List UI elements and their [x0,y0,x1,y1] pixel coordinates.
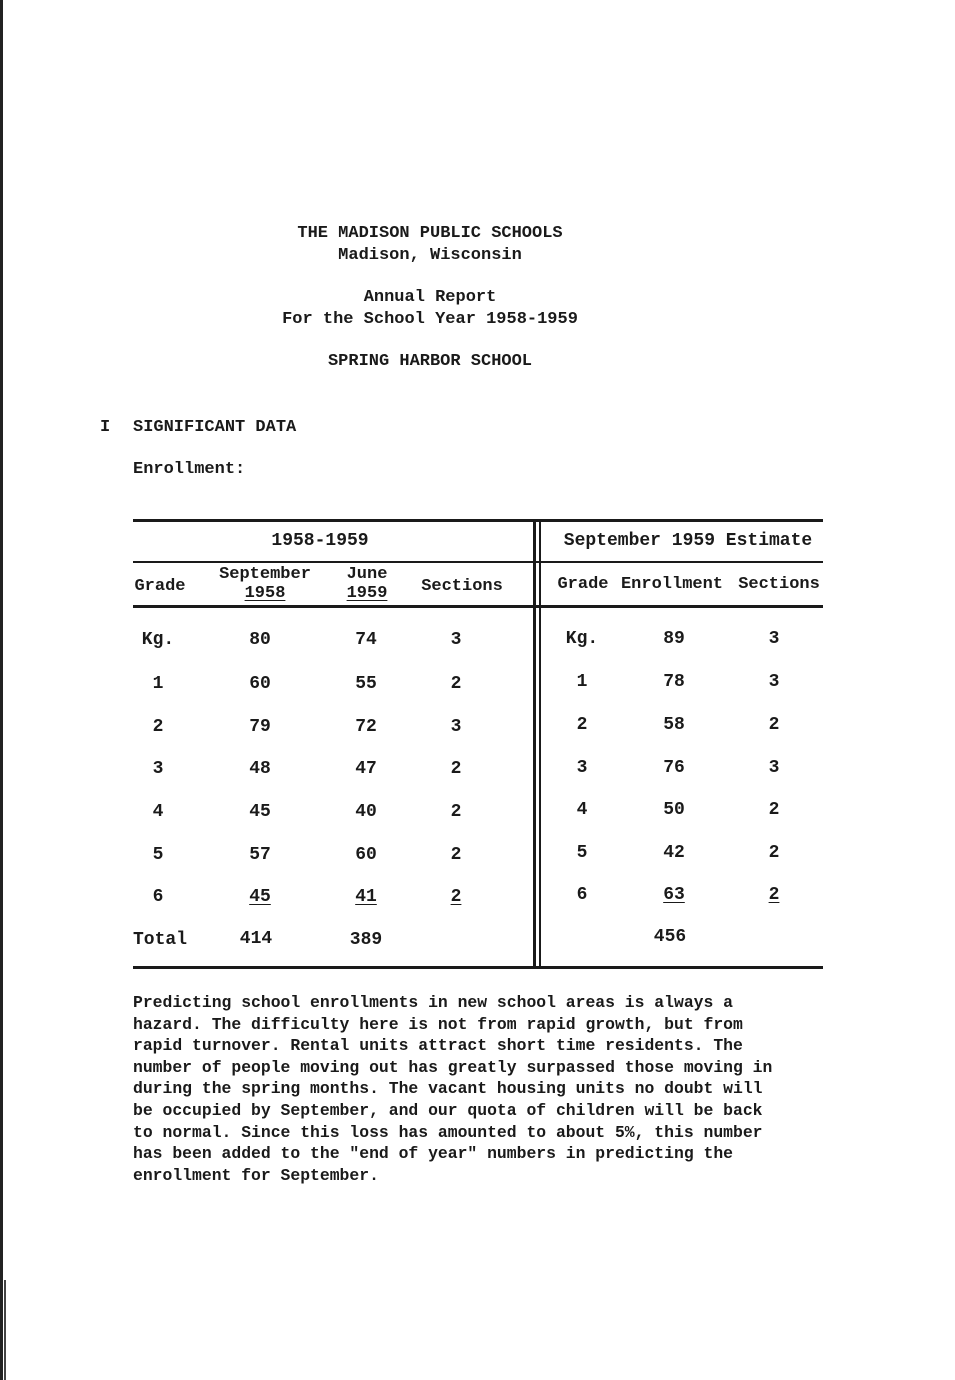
table-title-rule [133,561,823,563]
col-header-september: September [219,565,311,584]
paragraph-line: Predicting school enrollments in new school areas is always a [133,993,733,1012]
city-name: Madison, Wisconsin [338,246,522,265]
left-sections-cell: 2 [450,845,462,865]
left-grade-cell: 5 [152,845,164,865]
left-sept-cell: 45 [249,802,271,822]
left-sept-cell: 60 [249,674,271,694]
right-grade-cell: 4 [576,800,588,820]
col-header-est-sections: Sections [738,575,820,594]
left-sept-cell: 57 [249,845,271,865]
right-sections-cell: 2 [768,885,780,905]
col-header-june-year: 1959 [346,584,388,603]
right-grade-cell: 1 [576,672,588,692]
right-enrollment-cell: 76 [663,758,685,778]
paragraph-line: hazard. The difficulty here is not from rapid growth, but from [133,1014,743,1034]
table-divider-left [533,519,536,969]
left-grade-cell: 4 [152,802,164,822]
left-sept-cell: 79 [249,717,271,737]
left-june-cell: 60 [355,845,377,865]
col-header-est-grade: Grade [557,575,609,594]
left-june-cell: 41 [355,887,377,907]
left-sept-cell: 45 [249,887,271,907]
right-enrollment-cell: 50 [663,800,685,820]
paragraph-line: enrollment for September. [133,1165,379,1185]
scan-edge-lower [4,1280,6,1380]
paragraph-line: number of people moving out has greatly surpassed those moving in [133,1057,773,1077]
left-june-cell: 74 [355,630,377,650]
left-grade-cell: 6 [152,887,164,907]
left-sections-cell: 2 [450,674,462,694]
left-grade-cell: 2 [152,717,164,737]
right-enrollment-cell: 42 [663,843,685,863]
left-sections-cell: 2 [450,759,462,779]
left-june-cell: 47 [355,759,377,779]
right-grade-cell: 3 [576,758,588,778]
right-sections-cell: 2 [768,800,780,820]
right-sections-cell: 2 [768,715,780,735]
right-grade-cell: 5 [576,843,588,863]
table-top-rule [133,519,823,522]
school-year: For the School Year 1958-1959 [282,310,578,329]
left-grade-cell: Kg. [141,630,175,650]
table-header-rule [133,605,823,608]
left-june-cell: 72 [355,717,377,737]
col-header-june: June [346,565,388,584]
right-enrollment-cell: 63 [663,885,685,905]
left-sept-cell: 48 [249,759,271,779]
left-sections-cell: 3 [450,630,462,650]
right-grade-cell: 2 [576,715,588,735]
right-table-title: September 1959 Estimate [563,531,813,551]
total-sept: 414 [239,929,273,949]
right-enrollment-cell: 58 [663,715,685,735]
scan-edge [0,0,3,1380]
paragraph-line: to normal. Since this loss has amounted to about 5%, this number [133,1122,763,1142]
paragraph-line: rapid turnover. Rental units attract short time residents. The [133,1036,743,1056]
school-name: SPRING HARBOR SCHOOL [327,352,533,371]
report-title: Annual Report [363,288,497,307]
total-estimate: 456 [653,927,687,947]
col-header-sections: Sections [421,577,503,596]
left-sections-cell: 2 [450,887,462,907]
col-header-grade: Grade [134,577,186,596]
right-enrollment-cell: 89 [663,629,685,649]
right-grade-cell: 6 [576,885,588,905]
paragraph-line: be occupied by September, and our quota of children will be back [133,1100,763,1120]
right-sections-cell: 3 [768,672,780,692]
org-name: THE MADISON PUBLIC SCHOOLS [297,224,563,243]
left-grade-cell: 1 [152,674,164,694]
col-header-est-enrollment: Enrollment [620,575,724,594]
left-june-cell: 40 [355,802,377,822]
left-sept-cell: 80 [249,630,271,650]
right-sections-cell: 3 [768,758,780,778]
section-numeral: I [100,418,111,437]
table-bottom-rule [133,966,823,969]
left-sections-cell: 2 [450,802,462,822]
right-enrollment-cell: 78 [663,672,685,692]
section-title: SIGNIFICANT DATA [133,418,297,437]
left-june-cell: 55 [355,674,377,694]
left-sections-cell: 3 [450,717,462,737]
total-june: 389 [349,930,383,950]
right-grade-cell: Kg. [565,629,599,649]
right-sections-cell: 3 [768,629,780,649]
total-label: Total [132,930,187,950]
paragraph-line: has been added to the "end of year" numbers in predicting the [133,1144,733,1164]
enrollment-commentary [133,992,833,1186]
left-table-title: 1958-1959 [271,531,369,551]
right-sections-cell: 2 [768,843,780,863]
table-divider-right [539,519,541,969]
section-subtitle: Enrollment: [133,460,246,479]
col-header-september-year: 1958 [244,584,286,603]
left-grade-cell: 3 [152,759,164,779]
paragraph-line: during the spring months. The vacant housing units no doubt will [133,1079,763,1099]
